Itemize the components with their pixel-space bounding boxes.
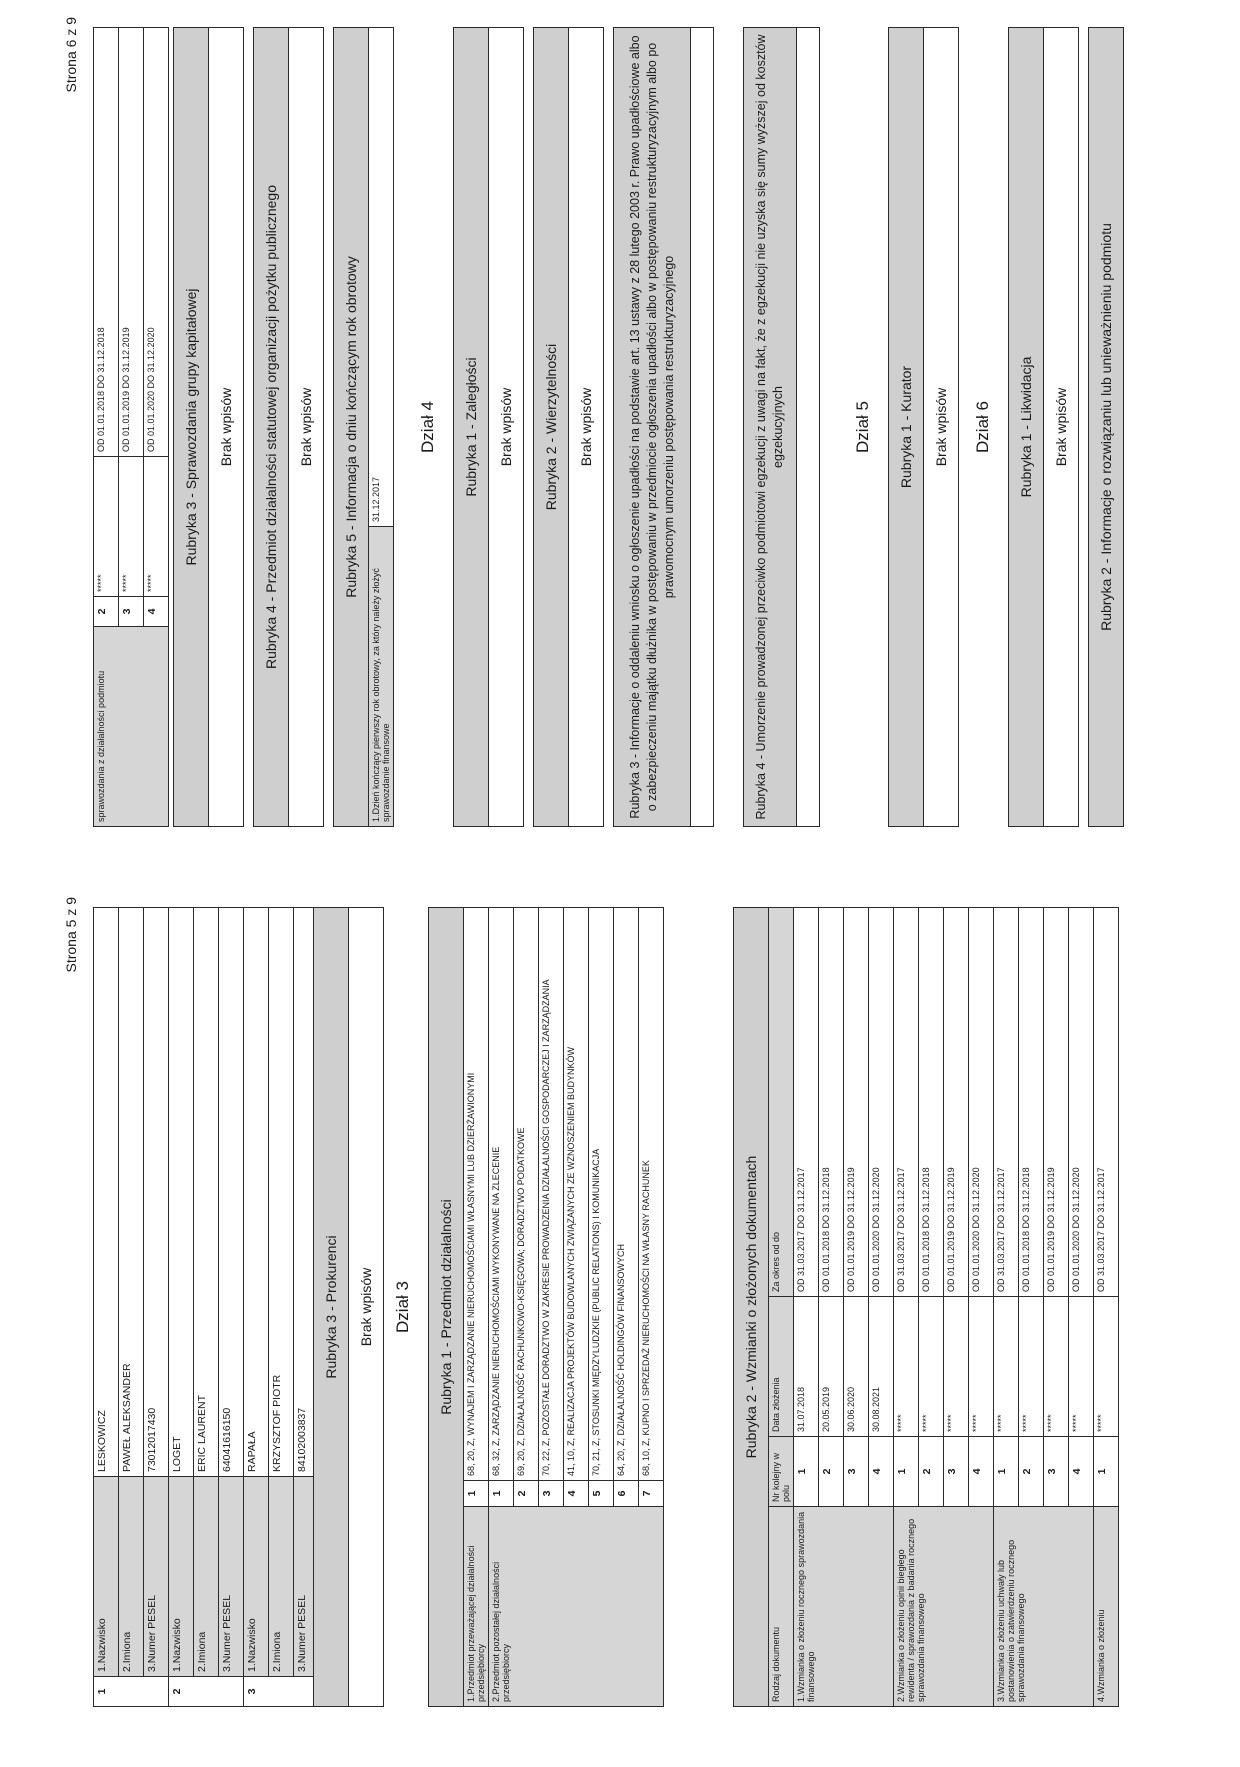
section-title: Rubryka 1 - Likwidacja bbox=[1009, 28, 1044, 827]
section-title: Rubryka 3 - Sprawozdania grupy kapitałowej bbox=[174, 28, 209, 827]
kurator-section bbox=[888, 27, 959, 827]
umorzenie-egzekucji-section bbox=[743, 27, 820, 827]
section-title: Rubryka 2 - Wierzytelności bbox=[534, 28, 569, 827]
empty-row bbox=[797, 28, 820, 827]
table-row: 5 70, 21, Z, STOSUNKI MIĘDZYLUDZKIE (PUBLIC RELATIONS) I KOMUNIKACJA bbox=[589, 908, 614, 1707]
no-entries: Brak wpisów bbox=[489, 28, 524, 827]
dzial-heading: Dział 6 bbox=[973, 401, 992, 453]
zaleglosci-section bbox=[453, 27, 524, 827]
table-row: 4 41, 10, Z, REALIZACJA PROJEKTÓW BUDOWLANYCH ZWIĄZANYCH ZE WZNOSZENIEM BUDYNKÓW bbox=[564, 908, 589, 1707]
rozwiazanie-section bbox=[1088, 27, 1124, 827]
table-row: 3 ***** OD 01.01.2019 DO 31.12.2019 bbox=[944, 908, 969, 1707]
table-row: 6 64, 20, Z, DZIAŁALNOŚĆ HOLDINGÓW FINANSOWYCH bbox=[614, 908, 639, 1707]
likwidacja-section bbox=[1008, 27, 1079, 827]
table-row: 2.Imiona KRZYSZTOF PIOTR bbox=[269, 908, 294, 1707]
page-6 bbox=[13, 0, 1227, 857]
dzial-heading: Dział 4 bbox=[418, 401, 437, 453]
no-entries: Brak wpisów bbox=[1044, 28, 1079, 827]
table-row: 2.Wzmianka o złożeniu opinii biegłego rewidenta / sprawozdania z badania rocznego sprawozdania finansowego 1 ***** OD 31.03.2017 DO 31.12.2017 bbox=[894, 908, 919, 1707]
empty-row bbox=[691, 28, 714, 827]
pozytek-publiczny-section bbox=[253, 27, 324, 827]
table-row: 2 ***** OD 01.01.2018 DO 31.12.2018 bbox=[919, 908, 944, 1707]
grupa-kapitalowa-section bbox=[173, 27, 244, 827]
no-entries: Brak wpisów bbox=[349, 908, 384, 1707]
page-number: Strona 5 z 9 bbox=[63, 897, 79, 973]
section-title: Rubryka 2 - Informacje o rozwiązaniu lub unieważnieniu podmiotu bbox=[1089, 28, 1124, 827]
prokurenci-section bbox=[313, 907, 384, 1707]
page-number: Strona 6 z 9 bbox=[63, 17, 79, 93]
page-5 bbox=[13, 877, 1227, 1737]
table-row: 3.Wzmianka o złożeniu uchwały lub postanowienia o zatwierdzeniu rocznego sprawozdania finansowego 1 ***** OD 31.03.2017 DO 31.12.2017 bbox=[994, 908, 1019, 1707]
no-entries: Brak wpisów bbox=[569, 28, 604, 827]
table-row: 4 ***** OD 01.01.2020 DO 31.12.2020 bbox=[969, 908, 994, 1707]
table-row: 4.Wzmianka o złożeniu 1 ***** OD 31.03.2017 DO 31.12.2017 bbox=[1094, 908, 1119, 1707]
section-title: Rubryka 3 - Prokurenci bbox=[314, 908, 349, 1707]
table-row: 1.Przedmiot przeważającej działalności przedsiębiorcy 1 68, 20, Z, WYNAJEM I ZARZĄDZANIE NIERUCHOMOŚCIAMI WŁASNYMI LUB DZIERŻAWIONYMI bbox=[464, 908, 489, 1707]
table-row: 2.Imiona PAWEŁ ALEKSANDER bbox=[119, 908, 144, 1707]
section-title: Rubryka 1 - Przedmiot działalności bbox=[429, 908, 464, 1707]
table-row: 3 70, 22, Z, POZOSTAŁE DORADZTWO W ZAKRESIE PROWADZENIA DZIAŁALNOŚCI GOSPODARCZEJ I ZARZĄDZANIA bbox=[539, 908, 564, 1707]
table-row: 7 68, 10, Z, KUPNO I SPRZEDAŻ NIERUCHOMOŚCI NA WŁASNY RACHUNEK bbox=[639, 908, 664, 1707]
section-title: Rubryka 3 - Informacje o oddaleniu wniosku o ogłoszenie upadłości na podstawie art. 13 ustawy z 28 lutego 2003 r. Prawo upadłościowe albo o zabezpieczeniu majątku dłużnika w postępowaniu w przedmiocie ogłoszenia upadłości albo w postępowaniu restrukturyzacyjnym albo po prawomocnym umorzeniu postępowania restrukturyzacyjnego bbox=[614, 28, 691, 827]
table-row: 2.Przedmiot pozostałej działalności przedsiębiorcy 1 68, 32, Z, ZARZĄDZANIE NIERUCHOMOŚCIAMI WYKONYWANE NA ZLECENIE bbox=[489, 908, 514, 1707]
section-title: Rubryka 1 - Zaległości bbox=[454, 28, 489, 827]
table-row: sprawozdania z działalności podmiotu 2 ***** OD 01.01.2018 DO 31.12.2018 bbox=[94, 28, 119, 827]
table-row: 2 1.Nazwisko LOGET bbox=[169, 908, 194, 1707]
table-row: 3.Numer PESEL 84102003837 bbox=[294, 908, 319, 1707]
no-entries: Brak wpisów bbox=[924, 28, 959, 827]
table-row: 3 30.06.2020 OD 01.01.2019 DO 31.12.2019 bbox=[844, 908, 869, 1707]
no-entries: Brak wpisów bbox=[289, 28, 324, 827]
table-row: 3.Numer PESEL 64041616150 bbox=[219, 908, 244, 1707]
table-row: 4 ***** OD 01.01.2020 DO 31.12.2020 bbox=[144, 28, 169, 827]
table-header-row: Rodzaj dokumentu Nr kolejny w polu Data złożenia Za okres od do bbox=[769, 908, 794, 1707]
table-row: 2 69, 20, Z, DZIAŁALNOŚĆ RACHUNKOWO-KSIĘGOWA; DORADZTWO PODATKOWE bbox=[514, 908, 539, 1707]
table-row: 2 ***** OD 01.01.2018 DO 31.12.2018 bbox=[1019, 908, 1044, 1707]
table-row: 1 1.Nazwisko LESKOWICZ bbox=[94, 908, 119, 1707]
upadlosc-section bbox=[613, 27, 714, 827]
wierzytelnosci-section bbox=[533, 27, 604, 827]
no-entries: Brak wpisów bbox=[209, 28, 244, 827]
table-row: 3 ***** OD 01.01.2019 DO 31.12.2019 bbox=[1044, 908, 1069, 1707]
przedmiot-dzialalnosci-table bbox=[428, 907, 664, 1707]
table-row: 1.Wzmianka o złożeniu rocznego sprawozdania finansowego 1 31.07.2018 OD 31.03.2017 DO 31.12.2017 bbox=[794, 908, 819, 1707]
table-row: 3.Numer PESEL 73012017430 bbox=[144, 908, 169, 1707]
scanned-sheet bbox=[13, 0, 1227, 1767]
wzmianki-table bbox=[733, 907, 1119, 1707]
table-row: 2 20.05.2019 OD 01.01.2018 DO 31.12.2018 bbox=[819, 908, 844, 1707]
section-title: Rubryka 4 - Przedmiot działalności statutowej organizacji pożytku publicznego bbox=[254, 28, 289, 827]
board-members-table bbox=[93, 907, 319, 1707]
dzial-heading: Dział 5 bbox=[853, 401, 872, 453]
table-row: 3 1.Nazwisko RAPAŁA bbox=[244, 908, 269, 1707]
section-title: Rubryka 4 - Umorzenie prowadzonej przeciwko podmiotowi egzekucji z uwagi na fakt, że z egzekucji nie uzyska się sumy wyższej od kosztów egzekucyjnych bbox=[744, 28, 797, 827]
dzial-heading: Dział 3 bbox=[393, 1281, 412, 1333]
section-title: Rubryka 5 - Informacja o dniu kończącym rok obrotowy bbox=[334, 28, 369, 827]
table-row: 2.Imiona ERIC LAURENT bbox=[194, 908, 219, 1707]
rok-obrotowy-section bbox=[333, 27, 394, 827]
table-row: 1.Dzień kończący pierwszy rok obrotowy, za który należy złożyć sprawozdanie finansowe 31.12.2017 bbox=[369, 28, 394, 827]
table-row: 4 30.08.2021 OD 01.01.2020 DO 31.12.2020 bbox=[869, 908, 894, 1707]
section-title: Rubryka 1 - Kurator bbox=[889, 28, 924, 827]
section-title: Rubryka 2 - Wzmianki o złożonych dokumentach bbox=[734, 908, 769, 1707]
sprawozdania-dzialalnosci-table bbox=[93, 27, 169, 827]
table-row: 4 ***** OD 01.01.2020 DO 31.12.2020 bbox=[1069, 908, 1094, 1707]
table-row: 3 ***** OD 01.01.2019 DO 31.12.2019 bbox=[119, 28, 144, 827]
